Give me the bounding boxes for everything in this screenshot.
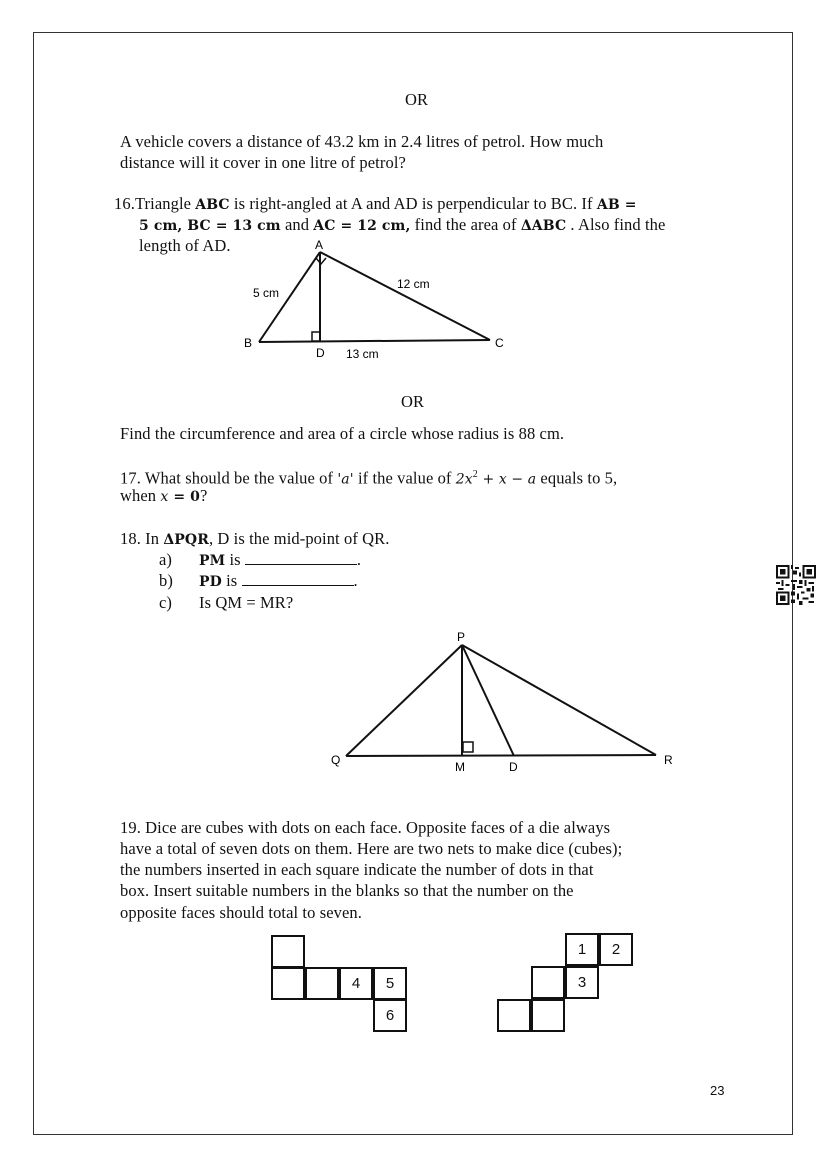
net1-cell[interactable] (271, 967, 305, 1000)
q18-b-is: is (221, 571, 242, 590)
q17-var-a: 'a' (337, 471, 354, 488)
median-pd (462, 645, 514, 756)
q18-a-blank[interactable] (245, 550, 357, 565)
or-separator-1: OR (405, 90, 429, 109)
side-pr (462, 645, 656, 755)
q16-line-1 (114, 193, 637, 216)
label-c: C (495, 336, 504, 350)
label-p: P (457, 630, 466, 644)
q18-pd: PD (199, 574, 222, 590)
side-bc (259, 340, 490, 342)
net2-cell[interactable] (531, 966, 565, 999)
side-pq (346, 645, 462, 756)
or-separator-2: OR (401, 392, 425, 411)
label-bc-length: 13 cm (346, 347, 379, 361)
q18-text-a: 18. In (120, 529, 164, 548)
net2-cell: 1 (565, 933, 599, 966)
q19-line-5: opposite faces should total to seven. (120, 903, 362, 922)
q18-b-end: . (353, 571, 358, 590)
q18-pqr: ΔPQR (163, 532, 209, 548)
q19-line-4: box. Insert suitable numbers in the blanks so that the number on the (120, 881, 574, 900)
q17-expr-sup: 2 (472, 469, 478, 480)
q18-b-label: b) (159, 571, 173, 590)
net1-cell[interactable] (271, 935, 305, 968)
q18-b-blank[interactable] (242, 571, 354, 586)
q17-expr-2x: 2x (455, 471, 473, 488)
q16-ab: AB = (596, 197, 637, 213)
q17-line-2 (120, 485, 207, 508)
right-angle-m (463, 742, 473, 752)
label-r: R (664, 753, 673, 767)
net1-cell: 4 (339, 967, 373, 1000)
q18-part-a (159, 549, 361, 572)
qr-code (776, 565, 816, 605)
side-ac (320, 252, 490, 340)
net2-cell: 2 (599, 933, 633, 966)
q16-number: 16. (114, 194, 135, 213)
q16-triangle-figure (240, 236, 510, 366)
q17-x: x (160, 489, 169, 505)
q16-text-b: is right-angled at A and AD is perpendicular to BC. If (229, 194, 597, 213)
q18-part-b (159, 570, 358, 593)
q17-text-c: equals to 5, (536, 468, 618, 488)
label-m: M (455, 760, 465, 774)
net2-cell: 3 (565, 966, 599, 999)
net1-cell[interactable] (305, 967, 339, 1000)
q16-line-3: length of AD. (139, 236, 231, 255)
q18-text-b: , D is the mid-point of QR. (208, 529, 390, 548)
q18-part-c (159, 592, 293, 613)
q18-c-text: Is QM = MR? (199, 593, 294, 612)
q18-pm: PM (199, 553, 226, 569)
q17-text-a: 17. What should be the value of (120, 468, 338, 488)
q15-alt-line-2: distance will it cover in one litre of petrol? (120, 153, 406, 172)
label-d: D (509, 760, 518, 774)
page-number: 23 (710, 1083, 725, 1098)
q16-ab-bc: 5 cm, BC = 13 cm (139, 218, 281, 234)
q18-a-is: is (225, 550, 245, 569)
q17-expr-rest: + x − a (477, 471, 537, 488)
q19-line-1: 19. Dice are cubes with dots on each face. Opposite faces of a die always (120, 818, 611, 837)
label-ac-length: 12 cm (397, 277, 430, 291)
q19-line-2: have a total of seven dots on them. Here are two nets to make dice (cubes); (120, 839, 623, 858)
net1-cell: 5 (373, 967, 407, 1000)
q16-text: Triangle (134, 194, 196, 213)
q15-alt-line-1: A vehicle covers a distance of 43.2 km in 2.4 litres of petrol. How much (120, 132, 604, 151)
label-a: A (315, 238, 324, 252)
q18-a-label: a) (159, 550, 173, 569)
q18-triangle-figure (325, 628, 685, 778)
q16-also: . Also find the (566, 215, 666, 234)
label-b: B (244, 336, 253, 350)
net2-cell[interactable] (497, 999, 531, 1032)
q16-alt-text: Find the circumference and area of a circle whose radius is 88 cm. (120, 424, 565, 443)
q17-eq: = 0 (168, 489, 200, 505)
side-qr (346, 755, 656, 756)
label-ab-length: 5 cm (253, 286, 280, 300)
right-angle-d (312, 332, 320, 341)
q18-a-end: . (356, 550, 362, 569)
label-d: D (316, 346, 325, 360)
net2-cell[interactable] (531, 999, 565, 1032)
q16-ac: AC = 12 cm, (313, 218, 411, 234)
q19-line-3: the numbers inserted in each square indicate the number of dots in that (120, 860, 594, 879)
net1-cell: 6 (373, 999, 407, 1032)
q16-triangle-abc: ΔABC (520, 218, 567, 234)
q17-when: when (120, 486, 161, 505)
q18-c-label: c) (159, 593, 173, 612)
q18-line-1 (120, 528, 389, 551)
label-q: Q (331, 753, 341, 767)
q17-text-b: if the value of (353, 468, 456, 488)
q16-and: and (280, 215, 314, 234)
q16-abc: ABC (195, 197, 230, 213)
q16-find: find the area of (410, 215, 521, 234)
q17-q: ? (200, 486, 208, 505)
q16-line-2 (139, 214, 665, 237)
